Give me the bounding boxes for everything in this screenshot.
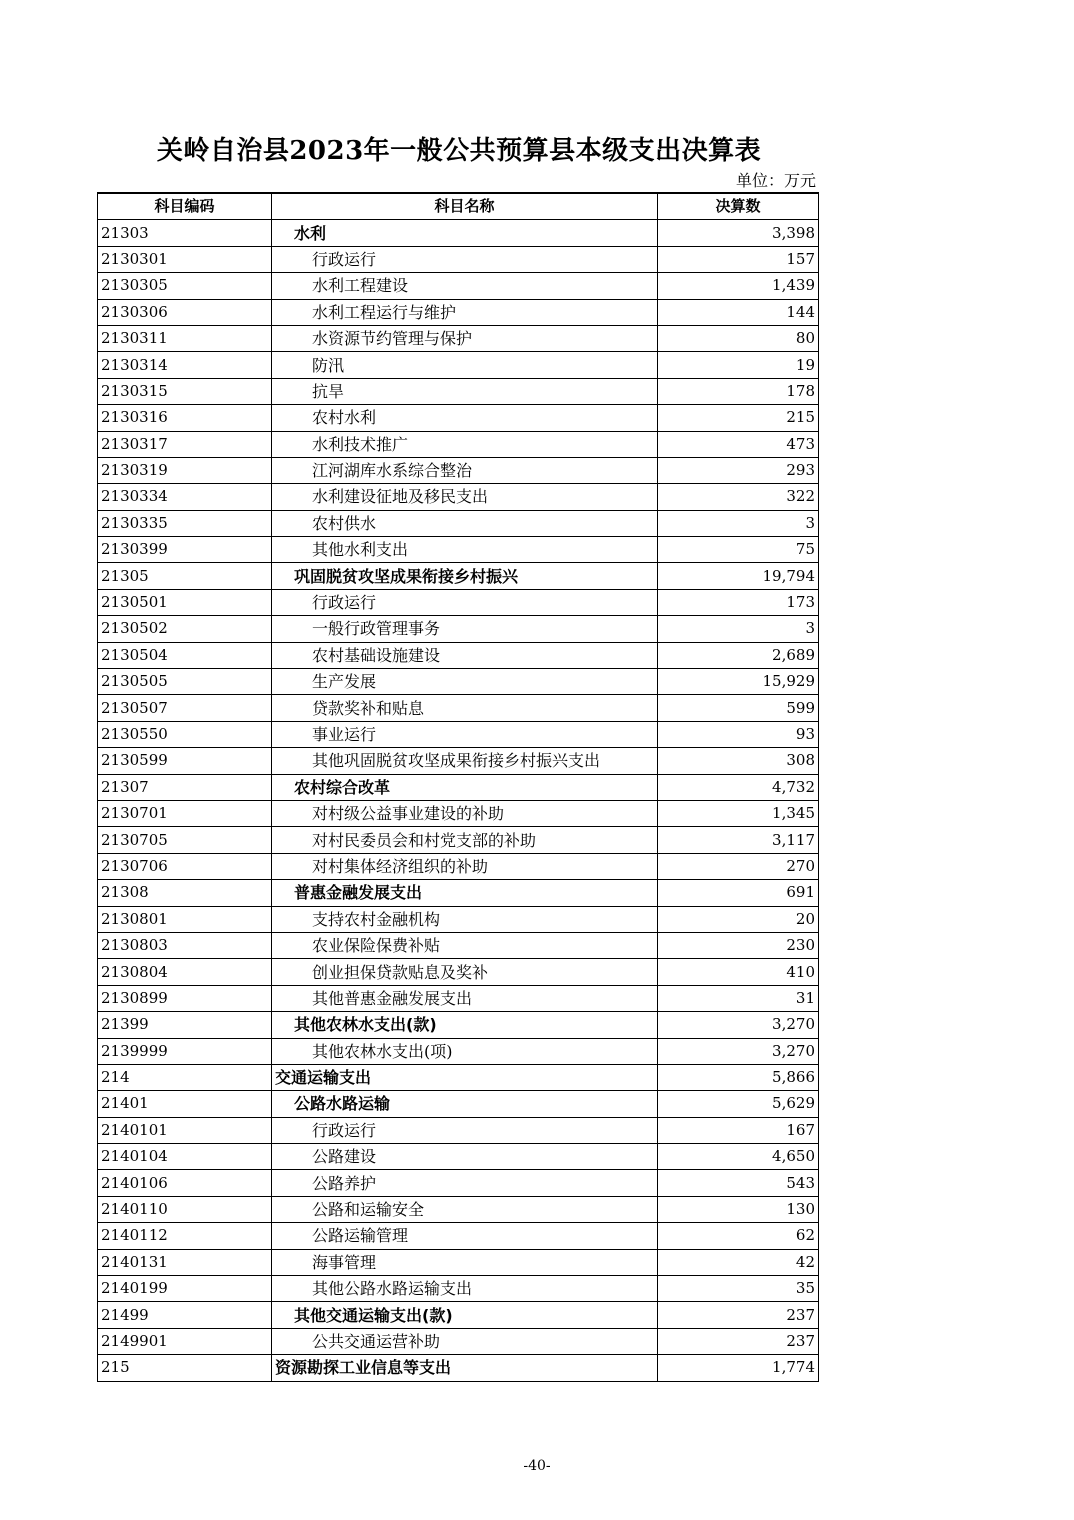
row-code: 2140131: [98, 1249, 272, 1275]
row-amount: 15,929: [658, 669, 819, 695]
row-code: 2130701: [98, 800, 272, 826]
row-amount: 5,629: [658, 1091, 819, 1117]
row-name: 其他农林水支出(项): [272, 1038, 658, 1064]
row-amount: 3: [658, 616, 819, 642]
row-amount: 20: [658, 906, 819, 932]
table-row: [98, 721, 819, 747]
row-name: 农村综合改革: [272, 774, 658, 800]
row-code: 2130705: [98, 827, 272, 853]
row-amount: 173: [658, 589, 819, 615]
row-name: 对村民委员会和村党支部的补助: [272, 827, 658, 853]
row-name: 行政运行: [272, 246, 658, 272]
table-row: [98, 616, 819, 642]
row-name: 公路和运输安全: [272, 1196, 658, 1222]
row-amount: 237: [658, 1302, 819, 1328]
row-name: 其他公路水路运输支出: [272, 1276, 658, 1302]
row-code: 2130316: [98, 405, 272, 431]
row-code: 2130501: [98, 589, 272, 615]
table-body: [98, 220, 819, 1381]
row-amount: 543: [658, 1170, 819, 1196]
table-row: [98, 537, 819, 563]
table-row: [98, 431, 819, 457]
table-row: [98, 1328, 819, 1354]
header-amount: 决算数: [658, 193, 819, 220]
row-code: 2130504: [98, 642, 272, 668]
row-amount: 80: [658, 325, 819, 351]
row-code: 2130319: [98, 457, 272, 483]
table-row: [98, 352, 819, 378]
row-amount: 4,650: [658, 1144, 819, 1170]
row-amount: 75: [658, 537, 819, 563]
table-row: [98, 985, 819, 1011]
row-amount: 178: [658, 378, 819, 404]
row-amount: 3,398: [658, 220, 819, 246]
row-name: 农村基础设施建设: [272, 642, 658, 668]
row-name: 公共交通运营补助: [272, 1328, 658, 1354]
row-name: 防汛: [272, 352, 658, 378]
table-header-row: [98, 193, 819, 220]
table-row: [98, 220, 819, 246]
row-amount: 3: [658, 510, 819, 536]
row-name: 行政运行: [272, 1117, 658, 1143]
header-name: 科目名称: [272, 193, 658, 220]
row-code: 21399: [98, 1012, 272, 1038]
row-amount: 3,117: [658, 827, 819, 853]
table-row: [98, 1276, 819, 1302]
table-row: [98, 563, 819, 589]
row-code: 2140110: [98, 1196, 272, 1222]
row-name: 交通运输支出: [272, 1064, 658, 1090]
table-row: [98, 299, 819, 325]
row-code: 2130899: [98, 985, 272, 1011]
row-code: 2130502: [98, 616, 272, 642]
row-code: 2130311: [98, 325, 272, 351]
row-name: 水资源节约管理与保护: [272, 325, 658, 351]
row-code: 2140199: [98, 1276, 272, 1302]
row-amount: 599: [658, 695, 819, 721]
table-row: [98, 1117, 819, 1143]
row-name: 海事管理: [272, 1249, 658, 1275]
row-code: 2130399: [98, 537, 272, 563]
row-code: 2130507: [98, 695, 272, 721]
table-row: [98, 510, 819, 536]
row-name: 公路建设: [272, 1144, 658, 1170]
row-code: 2140104: [98, 1144, 272, 1170]
row-code: 21308: [98, 880, 272, 906]
row-name: 对村集体经济组织的补助: [272, 853, 658, 879]
row-code: 2130301: [98, 246, 272, 272]
table-row: [98, 1170, 819, 1196]
table-row: [98, 484, 819, 510]
table-row: [98, 405, 819, 431]
row-name: 抗旱: [272, 378, 658, 404]
row-amount: 1,345: [658, 800, 819, 826]
row-name: 其他交通运输支出(款): [272, 1302, 658, 1328]
row-name: 资源勘探工业信息等支出: [272, 1355, 658, 1381]
row-name: 贷款奖补和贴息: [272, 695, 658, 721]
table-row: [98, 880, 819, 906]
table-row: [98, 827, 819, 853]
row-name: 事业运行: [272, 721, 658, 747]
row-amount: 35: [658, 1276, 819, 1302]
table-row: [98, 1012, 819, 1038]
row-amount: 130: [658, 1196, 819, 1222]
row-amount: 237: [658, 1328, 819, 1354]
row-name: 一般行政管理事务: [272, 616, 658, 642]
row-name: 水利建设征地及移民支出: [272, 484, 658, 510]
row-code: 2130804: [98, 959, 272, 985]
row-name: 农村水利: [272, 405, 658, 431]
row-name: 公路养护: [272, 1170, 658, 1196]
row-amount: 2,689: [658, 642, 819, 668]
row-code: 2130803: [98, 932, 272, 958]
table-row: [98, 906, 819, 932]
row-name: 水利工程运行与维护: [272, 299, 658, 325]
table-row: [98, 1091, 819, 1117]
table-row: [98, 774, 819, 800]
row-amount: 157: [658, 246, 819, 272]
row-amount: 93: [658, 721, 819, 747]
table-row: [98, 669, 819, 695]
row-code: 214: [98, 1064, 272, 1090]
row-name: 公路运输管理: [272, 1223, 658, 1249]
unit-label: 单位：万元: [735, 171, 816, 190]
table-row: [98, 1355, 819, 1381]
row-amount: 230: [658, 932, 819, 958]
row-amount: 167: [658, 1117, 819, 1143]
row-code: 2130306: [98, 299, 272, 325]
row-name: 生产发展: [272, 669, 658, 695]
row-code: 21307: [98, 774, 272, 800]
table-row: [98, 325, 819, 351]
page-title: 关岭自治县2023年一般公共预算县本级支出决算表: [156, 136, 762, 166]
row-code: 2139999: [98, 1038, 272, 1064]
row-name: 支持农村金融机构: [272, 906, 658, 932]
row-code: 21499: [98, 1302, 272, 1328]
table-row: [98, 246, 819, 272]
table-row: [98, 695, 819, 721]
row-amount: 5,866: [658, 1064, 819, 1090]
row-amount: 3,270: [658, 1012, 819, 1038]
row-name: 其他普惠金融发展支出: [272, 985, 658, 1011]
row-code: 2140112: [98, 1223, 272, 1249]
header-code: 科目编码: [98, 193, 272, 220]
page-number: -40-: [523, 1458, 551, 1474]
row-code: 21303: [98, 220, 272, 246]
row-amount: 3,270: [658, 1038, 819, 1064]
table-row: [98, 800, 819, 826]
row-code: 2149901: [98, 1328, 272, 1354]
row-name: 行政运行: [272, 589, 658, 615]
table-row: [98, 1064, 819, 1090]
row-code: 21401: [98, 1091, 272, 1117]
row-code: 2130706: [98, 853, 272, 879]
row-code: 2140101: [98, 1117, 272, 1143]
row-name: 农村供水: [272, 510, 658, 536]
row-code: 2140106: [98, 1170, 272, 1196]
table-row: [98, 1249, 819, 1275]
row-code: 2130317: [98, 431, 272, 457]
row-amount: 308: [658, 748, 819, 774]
table-row: [98, 642, 819, 668]
row-amount: 1,774: [658, 1355, 819, 1381]
row-amount: 19,794: [658, 563, 819, 589]
row-code: 2130505: [98, 669, 272, 695]
row-amount: 215: [658, 405, 819, 431]
row-name: 水利: [272, 220, 658, 246]
row-amount: 293: [658, 457, 819, 483]
row-name: 其他农林水支出(款): [272, 1012, 658, 1038]
row-code: 2130335: [98, 510, 272, 536]
row-amount: 270: [658, 853, 819, 879]
budget-table: [97, 192, 819, 1382]
row-name: 创业担保贷款贴息及奖补: [272, 959, 658, 985]
row-name: 普惠金融发展支出: [272, 880, 658, 906]
row-name: 巩固脱贫攻坚成果衔接乡村振兴: [272, 563, 658, 589]
row-code: 2130315: [98, 378, 272, 404]
row-amount: 19: [658, 352, 819, 378]
row-name: 水利工程建设: [272, 273, 658, 299]
row-amount: 322: [658, 484, 819, 510]
row-name: 江河湖库水系综合整治: [272, 457, 658, 483]
row-amount: 410: [658, 959, 819, 985]
row-amount: 473: [658, 431, 819, 457]
row-amount: 42: [658, 1249, 819, 1275]
row-code: 2130550: [98, 721, 272, 747]
table-row: [98, 1196, 819, 1222]
row-code: 2130599: [98, 748, 272, 774]
row-name: 其他巩固脱贫攻坚成果衔接乡村振兴支出: [272, 748, 658, 774]
table-row: [98, 853, 819, 879]
row-name: 公路水路运输: [272, 1091, 658, 1117]
table-row: [98, 959, 819, 985]
row-code: 2130334: [98, 484, 272, 510]
row-amount: 691: [658, 880, 819, 906]
row-code: 2130801: [98, 906, 272, 932]
row-name: 水利技术推广: [272, 431, 658, 457]
row-amount: 1,439: [658, 273, 819, 299]
table-row: [98, 273, 819, 299]
table-row: [98, 1223, 819, 1249]
table-row: [98, 457, 819, 483]
table-row: [98, 378, 819, 404]
row-code: 21305: [98, 563, 272, 589]
table-row: [98, 589, 819, 615]
row-name: 其他水利支出: [272, 537, 658, 563]
row-name: 农业保险保费补贴: [272, 932, 658, 958]
row-amount: 31: [658, 985, 819, 1011]
row-name: 对村级公益事业建设的补助: [272, 800, 658, 826]
table-row: [98, 1038, 819, 1064]
row-amount: 144: [658, 299, 819, 325]
table-row: [98, 748, 819, 774]
table-row: [98, 1302, 819, 1328]
row-code: 2130305: [98, 273, 272, 299]
row-code: 215: [98, 1355, 272, 1381]
row-amount: 62: [658, 1223, 819, 1249]
table-row: [98, 1144, 819, 1170]
table-row: [98, 932, 819, 958]
row-amount: 4,732: [658, 774, 819, 800]
row-code: 2130314: [98, 352, 272, 378]
